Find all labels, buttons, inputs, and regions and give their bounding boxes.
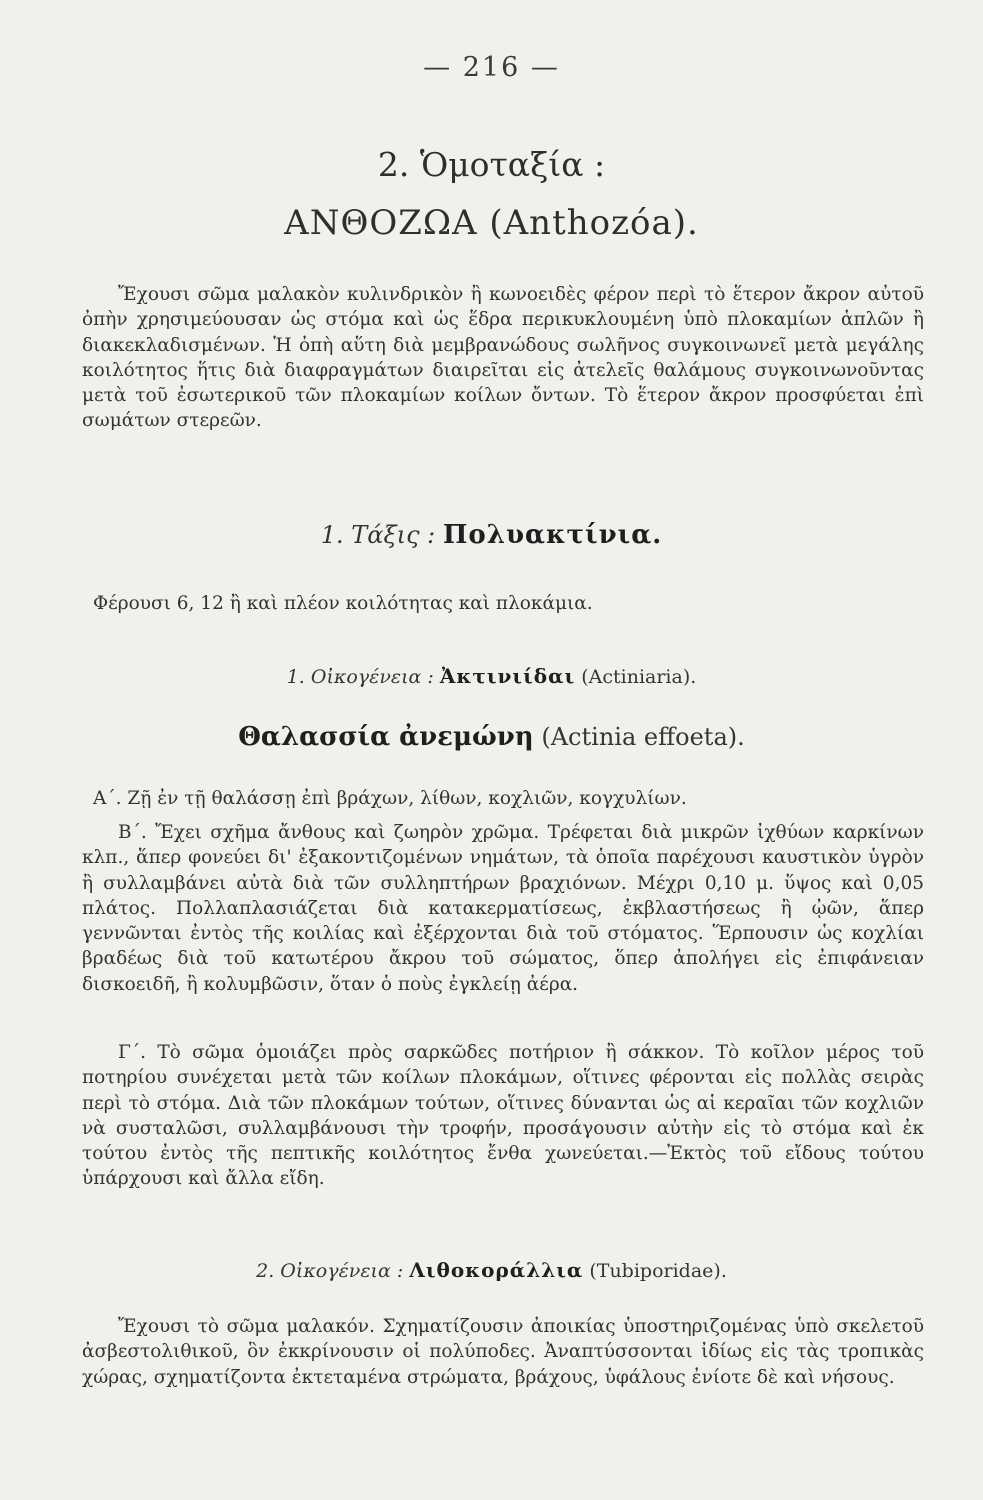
section-b: [82, 820, 924, 997]
class-description-text: Ἔχουσι σῶμα μαλακὸν κυλινδρικὸν ἢ κωνοειδὲς φέρον περὶ τὸ ἕτερον ἄκρον αὐτοῦ ὀπὴν χρησιμεύουσαν ὡς στόμα καὶ ὡς ἕδρα περικυκλουμένη ὑπὸ πλοκαμίων ἁπλῶν ἢ διακεκλαδισμένων. Ἡ ὀπὴ αὕτη διὰ μεμβρανώδους σωλῆνος συγκοινωνεῖ μετὰ μεγάλης κοιλότητος ἥτις διὰ διαφραγμάτων διαιρεῖται εἰς ἀτελεῖς θαλάμους συγκοινωνοῦντας μετὰ τοῦ ἐσωτερικοῦ τῶν πλοκαμίων κοίλων ὄντων. Τὸ ἕτερον ἄκρον προσφύεται ἐπὶ σωμάτων στερεῶν.: [82, 284, 924, 432]
family1-name: Ἀκτινιίδαι: [439, 664, 576, 688]
family2-description-text: Ἔχουσι τὸ σῶμα μαλακόν. Σχηματίζουσιν ἀποικίας ὑποστηριζομένας ὑπὸ σκελετοῦ ἀσβεστολιθικοῦ, ὃν ἐκκρίνουσιν οἱ πολύποδες. Ἀναπτύσσονται ἰδίως εἰς τὰς τροπικὰς χώρας, σχηματίζοντα ἐκτεταμένα στρώματα, βράχους, ὑφάλους ἐνίοτε δὲ καὶ νήσους.: [82, 1316, 924, 1388]
species-latin: (Actinia effoeta).: [541, 723, 745, 751]
section-c: [82, 1040, 924, 1192]
class-title: ΑΝΘΟΖΩΑ (Anthozóa).: [284, 203, 699, 243]
section-b-text: Β΄. Ἔχει σχῆμα ἄνθους καὶ ζωηρὸν χρῶμα. Τρέφεται διὰ μικρῶν ἰχθύων καρκίνων κλπ., ἅπερ φονεύει δι' ἐξακοντιζομένων νημάτων, τὰ ὁποῖα παρέχουσι καυστικὸν ὑγρὸν ἢ συλλαμβάνει αὐτὰ διὰ τῶν συλληπτήρων βραχιόνων. Μέχρι 0,10 μ. ὕψος καὶ 0,05 πλάτος. Πολλαπλασιάζεται διὰ κατακερματίσεως, ἐκβλαστήσεως ἢ ᾠῶν, ἅπερ γεννῶνται ἐντὸς τῆς κοιλίας καὶ ἐξέρχονται διὰ τοῦ στόματος. Ἕρπουσιν ὡς κοχλίαι βραδέως διὰ τοῦ κατωτέρου ἄκρου τοῦ σώματος, ὅπερ ἀπολήγει εἰς ἐπιφάνειαν δισκοειδῆ, ἢ κολυμβῶσιν, ὅταν ὁ ποὺς ἐγκλείῃ ἀέρα.: [82, 822, 924, 995]
family1-heading: [0, 664, 983, 688]
species-name: Θαλασσία ἀνεμώνη: [238, 722, 534, 752]
order-label: 1. Τάξις :: [320, 521, 436, 549]
species-heading: [0, 722, 983, 752]
page-number: — 216 —: [423, 52, 560, 83]
family2-description: [82, 1314, 924, 1390]
section-c-text: Γ΄. Τὸ σῶμα ὁμοιάζει πρὸς σαρκῶδες ποτήριον ἢ σάκκον. Τὸ κοῖλον μέρος τοῦ ποτηρίου συνέχεται μετὰ τῶν κοίλων πλοκάμων, οἵτινες φέρονται εἰς πολλὰς σειρὰς περὶ τὸ στόμα. Διὰ τῶν πλοκάμων τούτων, οἵτινες δύνανται ὡς αἱ κεραῖαι τῶν κοχλιῶν νὰ συσταλῶσι, συλλαμβάνουσι τὴν τροφήν, προσάγουσιν αὐτὴν εἰς τὸ στόμα καὶ ἐκ τούτου ἐντὸς τῆς πεπτικῆς κοιλότητος ἔνθα χωνεύεται.—Ἐκτὸς τοῦ εἴδους τούτου ὑπάρχουσι καὶ ἄλλα εἴδη.: [82, 1042, 924, 1190]
family2-label: 2. Οἰκογένεια :: [256, 1260, 404, 1282]
order-heading: [0, 520, 983, 550]
section-a: Α΄. Ζῇ ἐν τῇ θαλάσσῃ ἐπὶ βράχων, λίθων, κοχλιῶν, κογχυλίων.: [93, 788, 687, 809]
family1-latin: (Actiniaria).: [581, 666, 697, 688]
order-description: Φέρουσι 6, 12 ἢ καὶ πλέον κοιλότητας καὶ πλοκάμια.: [93, 593, 593, 614]
family2-name: Λιθοκοράλλια: [409, 1258, 584, 1282]
subclass-heading: 2. Ὁμοταξία :: [377, 145, 606, 184]
order-name: Πολυακτίνια.: [442, 520, 663, 550]
class-description: [82, 282, 924, 434]
family2-latin: (Tubiporidae).: [589, 1260, 727, 1282]
family1-label: 1. Οἰκογένεια :: [286, 666, 434, 688]
family2-heading: [0, 1258, 983, 1282]
